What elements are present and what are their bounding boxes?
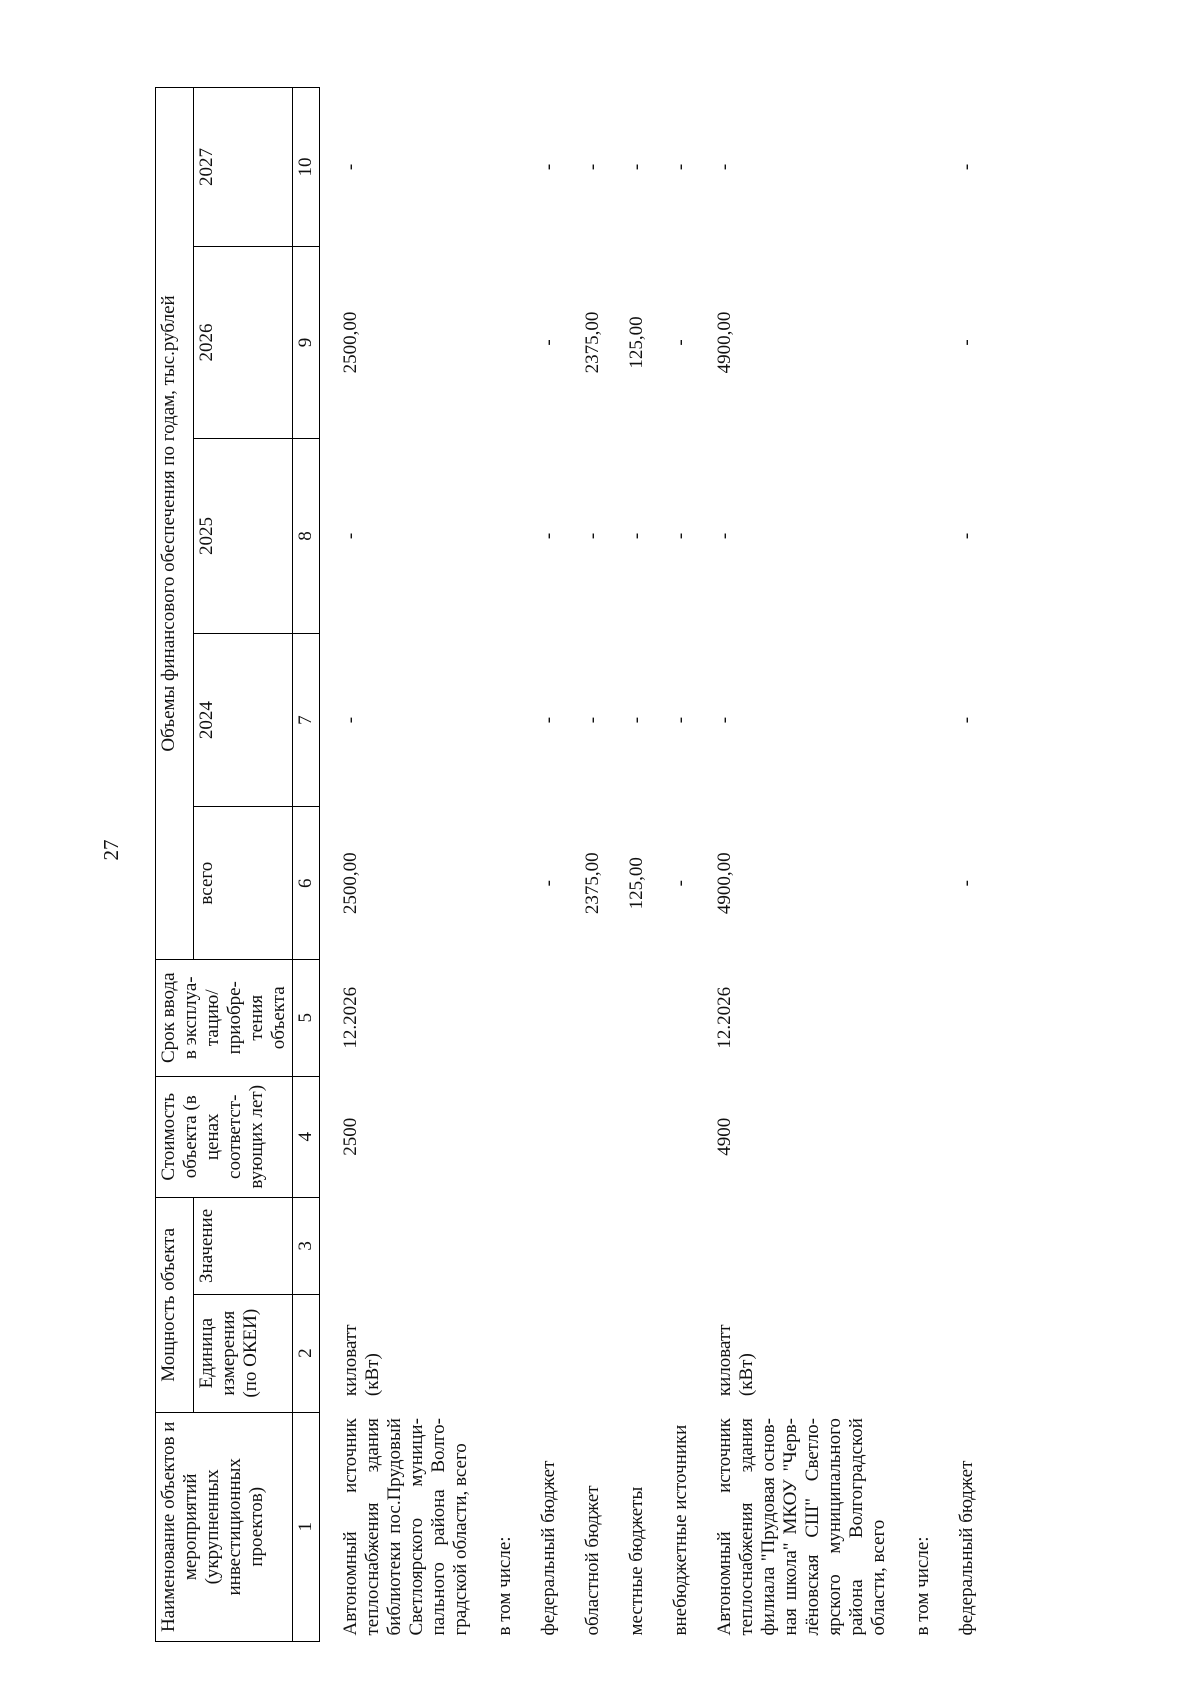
table-row	[492, 88, 518, 1642]
spacer	[518, 88, 536, 1642]
header-cost: Стоимость объекта (в ценах соответст-вующих лет)	[156, 1076, 293, 1198]
row-2027: -	[626, 163, 647, 171]
row-2025: -	[626, 532, 647, 540]
col-index: 8	[293, 439, 320, 634]
col-index: 7	[293, 633, 320, 807]
column-index-row	[293, 88, 320, 1642]
row-2027: -	[582, 163, 603, 171]
row-2027: -	[714, 163, 735, 171]
row-value	[338, 1198, 474, 1295]
row-total: 4900,00	[714, 852, 735, 915]
row-2026: 4900,00	[714, 311, 735, 374]
row-name: Автономный источник теплоснабжения здания филиала "Прудовая основ-ная школа" МКОУ "Черв-лёновская СШ" Светло-ярского муниципального района Волгоградской области, всего	[714, 1418, 889, 1636]
row-total: 125,00	[626, 857, 647, 910]
row-name: местные бюджеты	[626, 1486, 647, 1636]
page-number: 27	[99, 839, 123, 861]
col-index: 3	[293, 1198, 320, 1295]
row-2024: -	[538, 716, 559, 724]
row-2025: -	[670, 532, 691, 540]
row-name: в том числе:	[912, 1536, 933, 1636]
row-2024: -	[670, 716, 691, 724]
table-row	[910, 88, 936, 1642]
header-commission: Срок ввода в эксплуа-тацию/ приобре-тения объекта	[156, 959, 293, 1076]
col-index: 1	[293, 1412, 320, 1641]
header-name: Наименование объектов и мероприятий (укрупненных инвестиционных проектов)	[156, 1412, 293, 1641]
row-2025: -	[956, 532, 977, 540]
row-2024: -	[714, 716, 735, 724]
row-2027: -	[340, 163, 361, 171]
spacer	[650, 88, 668, 1642]
header-capacity: Мощность объекта	[156, 1198, 194, 1413]
spacer	[474, 88, 492, 1642]
table-row	[712, 88, 892, 1642]
table-row	[536, 88, 562, 1642]
row-total: -	[956, 880, 977, 887]
header-finance: Объемы финансового обеспечения по годам, тыс.рублей	[156, 88, 194, 960]
row-2026: 2500,00	[340, 311, 361, 374]
spacer	[562, 88, 580, 1642]
header-row-1	[156, 88, 194, 1642]
table-row	[624, 88, 650, 1642]
row-unit: киловатт (кВт)	[340, 1324, 383, 1397]
row-cost: 4900	[714, 1117, 735, 1156]
header-value: Значение	[193, 1198, 292, 1295]
row-commission: 12.2026	[340, 986, 361, 1049]
header-year-2024: 2024	[193, 633, 292, 807]
row-2025: -	[582, 532, 603, 540]
row-cost: 2500	[340, 1117, 361, 1156]
row-total: 2375,00	[582, 852, 603, 915]
row-2024: -	[340, 716, 361, 724]
spacer	[936, 88, 954, 1642]
col-index: 9	[293, 246, 320, 438]
table-row	[580, 88, 606, 1642]
row-name: федеральный бюджет	[538, 1460, 559, 1636]
row-name: внебюджетные источники	[670, 1424, 691, 1636]
header-row-2	[193, 88, 292, 1642]
col-index: 4	[293, 1076, 320, 1198]
table-row	[954, 88, 980, 1642]
row-2027: -	[670, 163, 691, 171]
row-total: -	[538, 880, 559, 887]
row-2024: -	[582, 716, 603, 724]
row-name: Автономный источник теплоснабжения здания библиотеки пос.Прудовый Светлоярского муници-пального района Волго-градской области, всего	[340, 1418, 471, 1636]
col-index: 6	[293, 807, 320, 960]
table-row	[338, 88, 474, 1642]
rotated-table-container	[155, 87, 1075, 1642]
spacer	[694, 88, 712, 1642]
row-name: в том числе:	[494, 1536, 515, 1636]
header-year-2027: 2027	[193, 88, 292, 247]
row-2026: -	[670, 339, 691, 346]
header-year-2026: 2026	[193, 246, 292, 438]
row-2024: -	[626, 716, 647, 724]
row-2026: 2375,00	[582, 311, 603, 374]
row-2025: -	[340, 532, 361, 540]
row-2025: -	[538, 532, 559, 540]
row-name: областной бюджет	[582, 1485, 603, 1636]
row-total: 2500,00	[340, 852, 361, 915]
spacer	[606, 88, 624, 1642]
spacer	[892, 88, 910, 1642]
spacer	[320, 88, 339, 1642]
row-2024: -	[956, 716, 977, 724]
row-value	[712, 1198, 892, 1295]
row-2026: -	[538, 339, 559, 346]
header-total: всего	[193, 807, 292, 960]
header-unit: Единица измерения (по ОКЕИ)	[193, 1294, 292, 1412]
col-index: 10	[293, 88, 320, 247]
row-2025: -	[714, 532, 735, 540]
header-year-2025: 2025	[193, 439, 292, 634]
col-index: 5	[293, 959, 320, 1076]
finance-table	[155, 87, 980, 1642]
row-name: федеральный бюджет	[956, 1460, 977, 1636]
row-2027: -	[956, 163, 977, 171]
row-2026: 125,00	[626, 316, 647, 369]
row-2027: -	[538, 163, 559, 171]
row-total: -	[670, 880, 691, 887]
row-commission: 12.2026	[714, 986, 735, 1049]
row-unit: киловатт (кВт)	[714, 1324, 757, 1397]
row-2026: -	[956, 339, 977, 346]
col-index: 2	[293, 1294, 320, 1412]
table-row	[668, 88, 694, 1642]
